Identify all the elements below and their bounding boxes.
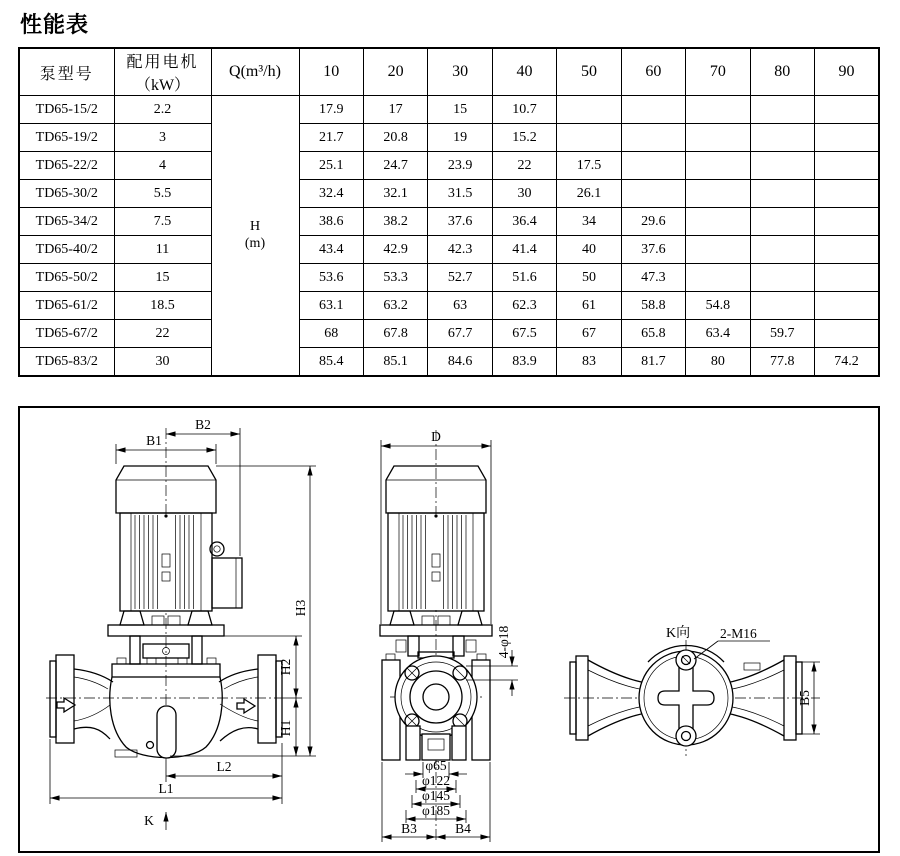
- head-value: 74.2: [815, 348, 880, 377]
- model-cell: TD65-83/2: [19, 348, 114, 377]
- head-value: 52.7: [428, 264, 492, 292]
- dim-label-b4: B4: [455, 821, 471, 836]
- head-value: 20.8: [363, 124, 427, 152]
- table-row: [19, 124, 879, 152]
- front-dimensions: [50, 417, 316, 830]
- dim-label-b5: B5: [797, 690, 812, 706]
- table-row: [19, 264, 879, 292]
- dim-label-b1: B1: [146, 433, 162, 448]
- head-value: [750, 236, 814, 264]
- power-cell: 2.2: [114, 96, 211, 124]
- head-value: [815, 292, 880, 320]
- head-value: [750, 124, 814, 152]
- head-value: [686, 236, 750, 264]
- head-value: 17.9: [299, 96, 363, 124]
- col-header-q90: 90: [815, 48, 880, 96]
- flow-arrow-icon: [57, 698, 75, 712]
- head-value: 63.1: [299, 292, 363, 320]
- head-value: 81.7: [621, 348, 685, 377]
- model-cell: TD65-19/2: [19, 124, 114, 152]
- head-value: 83: [557, 348, 621, 377]
- pump-drawing-svg: [20, 408, 878, 851]
- head-value: [621, 124, 685, 152]
- col-header-q40: 40: [492, 48, 556, 96]
- head-value: 22: [492, 152, 556, 180]
- model-cell: TD65-50/2: [19, 264, 114, 292]
- head-value: 30: [492, 180, 556, 208]
- model-cell: TD65-15/2: [19, 96, 114, 124]
- head-value: 32.4: [299, 180, 363, 208]
- power-cell: 11: [114, 236, 211, 264]
- head-value: 67: [557, 320, 621, 348]
- side-flange-face: [395, 656, 477, 760]
- top-view: [564, 625, 820, 756]
- col-header-q70: 70: [686, 48, 750, 96]
- power-cell: 5.5: [114, 180, 211, 208]
- head-unit-line2: (m): [244, 235, 266, 251]
- dimension-drawing: [18, 406, 880, 853]
- front-view: [46, 417, 316, 830]
- head-value: 37.6: [621, 236, 685, 264]
- head-value: 23.9: [428, 152, 492, 180]
- dim-label-k: K: [144, 813, 154, 828]
- head-unit-cell: [211, 96, 299, 377]
- power-cell: 30: [114, 348, 211, 377]
- table-row: [19, 152, 879, 180]
- head-value: [815, 180, 880, 208]
- model-cell: TD65-67/2: [19, 320, 114, 348]
- power-cell: 22: [114, 320, 211, 348]
- model-cell: TD65-34/2: [19, 208, 114, 236]
- model-cell: TD65-61/2: [19, 292, 114, 320]
- head-value: [815, 264, 880, 292]
- head-value: 19: [428, 124, 492, 152]
- head-value: [815, 96, 880, 124]
- head-value: 67.5: [492, 320, 556, 348]
- power-cell: 3: [114, 124, 211, 152]
- head-value: 80: [686, 348, 750, 377]
- head-value: 37.6: [428, 208, 492, 236]
- head-value: 61: [557, 292, 621, 320]
- head-unit-line1: H: [249, 219, 261, 235]
- head-value: 77.8: [750, 348, 814, 377]
- head-value: 21.7: [299, 124, 363, 152]
- head-value: 29.6: [621, 208, 685, 236]
- drain-plug: [147, 742, 154, 749]
- discharge-flange: [258, 655, 276, 743]
- head-value: 47.3: [621, 264, 685, 292]
- head-value: [815, 152, 880, 180]
- col-header-q80: 80: [750, 48, 814, 96]
- head-value: 63: [428, 292, 492, 320]
- power-cell: 15: [114, 264, 211, 292]
- table-row: [19, 348, 879, 377]
- view-direction-label: K向: [666, 626, 691, 641]
- head-value: 83.9: [492, 348, 556, 377]
- front-motor: [108, 466, 242, 636]
- head-value: [686, 180, 750, 208]
- head-value: 43.4: [299, 236, 363, 264]
- head-value: 42.9: [363, 236, 427, 264]
- top-casing: [639, 645, 733, 746]
- flow-arrow-icon: [237, 699, 255, 713]
- dim-label-tap: 2-M16: [720, 626, 757, 641]
- head-value: [750, 292, 814, 320]
- head-value: [750, 152, 814, 180]
- head-value: [750, 180, 814, 208]
- head-value: [750, 208, 814, 236]
- dim-label-bolt-holes: 4-φ18: [496, 625, 511, 659]
- head-value: 15.2: [492, 124, 556, 152]
- power-cell: 7.5: [114, 208, 211, 236]
- head-value: 15: [428, 96, 492, 124]
- dim-label-b3: B3: [401, 821, 417, 836]
- head-value: 84.6: [428, 348, 492, 377]
- head-value: [686, 264, 750, 292]
- col-header-flow: Q(m³/h): [211, 48, 299, 96]
- head-value: 58.8: [621, 292, 685, 320]
- table-row: [19, 236, 879, 264]
- head-value: 10.7: [492, 96, 556, 124]
- tap-boss: [676, 726, 696, 746]
- head-value: 59.7: [750, 320, 814, 348]
- head-value: 65.8: [621, 320, 685, 348]
- dim-label-h1: H1: [278, 719, 293, 737]
- head-value: 38.6: [299, 208, 363, 236]
- motor-header-line2: （kW）: [134, 77, 191, 94]
- head-value: 38.2: [363, 208, 427, 236]
- head-value: 24.7: [363, 152, 427, 180]
- head-value: 40: [557, 236, 621, 264]
- model-cell: TD65-40/2: [19, 236, 114, 264]
- head-value: [686, 96, 750, 124]
- head-value: [750, 264, 814, 292]
- terminal-box: [212, 558, 242, 608]
- dim-label-d: D: [431, 429, 441, 444]
- head-value: [621, 96, 685, 124]
- model-cell: TD65-22/2: [19, 152, 114, 180]
- dim-label-dia185: φ185: [421, 803, 451, 818]
- performance-table: [18, 47, 880, 377]
- col-header-q30: 30: [428, 48, 492, 96]
- head-value: 50: [557, 264, 621, 292]
- head-value: 67.8: [363, 320, 427, 348]
- head-value: 68: [299, 320, 363, 348]
- head-value: [621, 180, 685, 208]
- head-value: [621, 152, 685, 180]
- head-value: 63.4: [686, 320, 750, 348]
- head-value: 41.4: [492, 236, 556, 264]
- dim-label-l2: L2: [216, 759, 232, 774]
- head-value: [557, 96, 621, 124]
- table-row: [19, 96, 879, 124]
- head-value: 85.1: [363, 348, 427, 377]
- head-value: 53.3: [363, 264, 427, 292]
- motor-header-line1: 配用电机: [126, 54, 199, 71]
- dim-label-b2: B2: [195, 417, 211, 432]
- head-value: 54.8: [686, 292, 750, 320]
- head-value: 31.5: [428, 180, 492, 208]
- head-value: [686, 152, 750, 180]
- head-value: [815, 320, 880, 348]
- head-value: 42.3: [428, 236, 492, 264]
- dim-label-h3: H3: [293, 599, 308, 617]
- head-value: 62.3: [492, 292, 556, 320]
- dim-label-dia65: φ65: [425, 758, 447, 773]
- head-value: 51.6: [492, 264, 556, 292]
- dim-label-h2: H2: [278, 658, 293, 676]
- head-value: 36.4: [492, 208, 556, 236]
- head-value: 26.1: [557, 180, 621, 208]
- head-value: [815, 124, 880, 152]
- head-value: 85.4: [299, 348, 363, 377]
- head-value: [750, 96, 814, 124]
- col-header-model: 泵型号: [19, 48, 114, 96]
- head-value: 17.5: [557, 152, 621, 180]
- head-value: 32.1: [363, 180, 427, 208]
- head-value: 25.1: [299, 152, 363, 180]
- power-cell: 18.5: [114, 292, 211, 320]
- table-row: [19, 208, 879, 236]
- head-value: [815, 208, 880, 236]
- dim-label-dia145: φ145: [421, 788, 451, 803]
- table-row: [19, 180, 879, 208]
- head-value: [815, 236, 880, 264]
- col-header-q20: 20: [363, 48, 427, 96]
- head-value: [686, 208, 750, 236]
- power-cell: 4: [114, 152, 211, 180]
- page-title: 性能表: [20, 12, 90, 37]
- table-row: [19, 292, 879, 320]
- dim-label-l1: L1: [158, 781, 174, 796]
- head-value: [686, 124, 750, 152]
- head-value: 34: [557, 208, 621, 236]
- head-value: [557, 124, 621, 152]
- col-header-q60: 60: [621, 48, 685, 96]
- col-header-motor: [114, 48, 211, 96]
- dim-label-dia122: φ122: [421, 773, 451, 788]
- table-row: [19, 320, 879, 348]
- head-value: 67.7: [428, 320, 492, 348]
- head-value: 63.2: [363, 292, 427, 320]
- head-value: 53.6: [299, 264, 363, 292]
- side-view: [380, 429, 518, 842]
- col-header-q10: 10: [299, 48, 363, 96]
- model-cell: TD65-30/2: [19, 180, 114, 208]
- head-value: 17: [363, 96, 427, 124]
- col-header-q50: 50: [557, 48, 621, 96]
- header-row: [19, 48, 879, 96]
